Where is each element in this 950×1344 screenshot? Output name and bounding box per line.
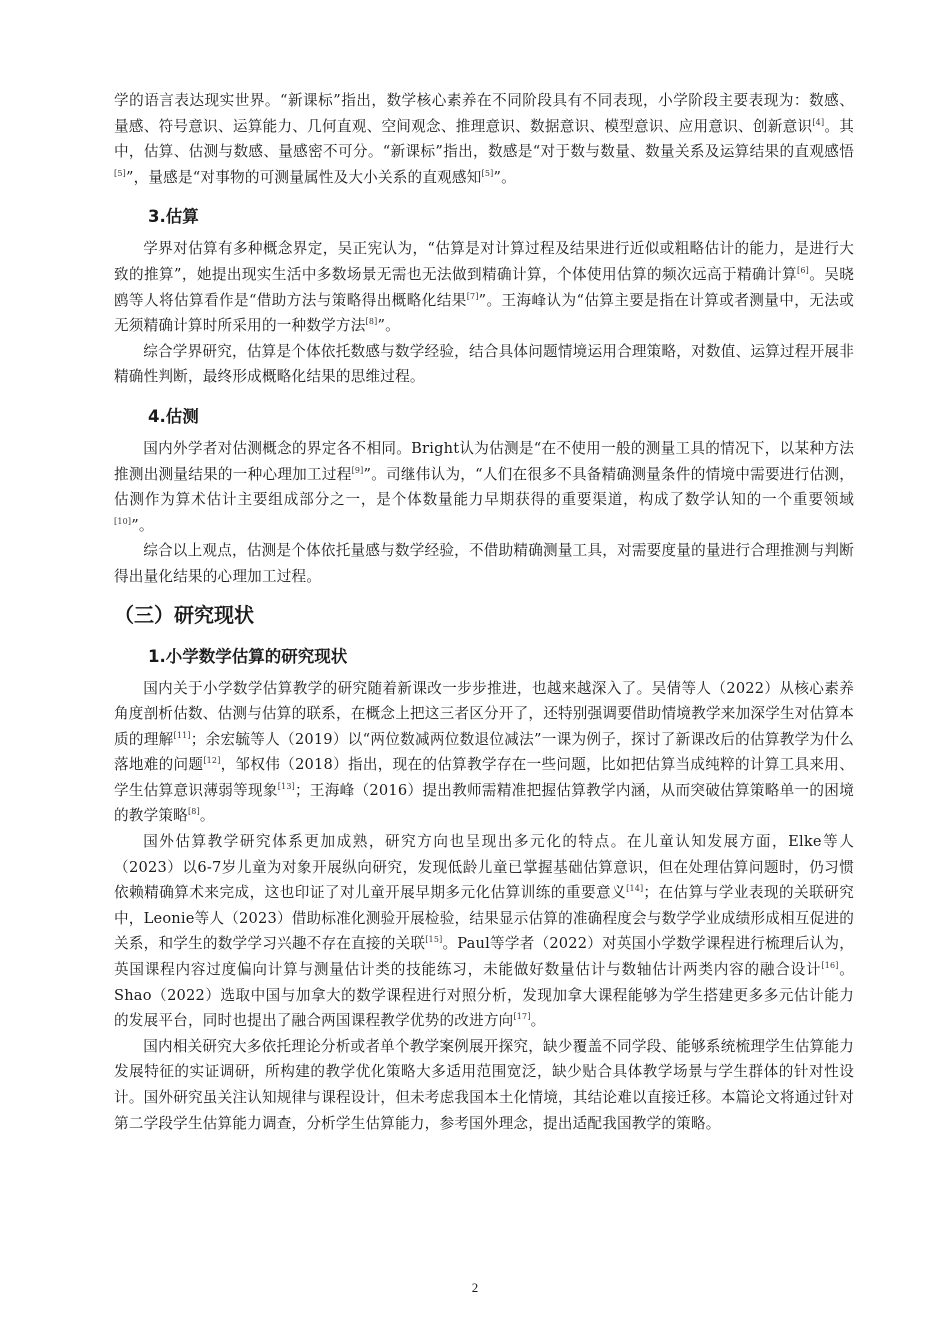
paragraph-text: ；在估算与学业表现的关联研究中，Leonie等人（2023）借助标准化测验开展检验，结果显示估算的准确程度会与数学学业成绩形成相互促进的关系，和学生的数学学习兴趣不存在直接的关联: [114, 884, 854, 953]
subheading-estimation: 3.估算: [148, 207, 199, 227]
page-number: 2: [471, 1280, 479, 1295]
citation-ref: [16]: [821, 961, 839, 971]
paragraph-text: 。Paul等学者（2022）对英国小学数学课程进行梳理后认为，英国课程内容过度偏向计算与测量估计类的技能练习，未能做好数量估计与数轴估计两类内容的融合设计: [114, 935, 854, 979]
paragraph-text: 。: [199, 807, 215, 825]
paragraph-text: ”，量感是“对事物的可测量属性及大小关系的直观感知: [125, 168, 482, 186]
paragraph-text: 国内相关研究大多依托理论分析或者单个教学案例展开探究，缺少覆盖不同学段、能够系统梳理学生估算能力发展特征的实证调研，所构建的教学优化策略大多适用范围宽泛，缺少贴合具体教学场景与学生群体的针对性设计。国外研究虽关注认知规律与课程设计，但未考虑我国本土化情境，其结论难以直接迁移。本篇论文将通过针对第二学段学生估算能力调查，分析学生估算能力，参考国外理念，提出适配我国教学的策略。: [114, 1037, 854, 1132]
paragraph-text: 综合以上观点，估测是个体依托量感与数学经验，不借助精确测量工具，对需要度量的量进行合理推测与判断得出量化结果的心理加工过程。: [114, 542, 854, 585]
paragraph-text: 学的语言表达现实世界。“新课标”指出，数学核心素养在不同阶段具有不同表现，小学阶段主要表现为：数感、量感、符号意识、运算能力、几何直观、空间观念、推理意识、数据意识、模型意识、应用意识、创新意识: [114, 92, 854, 135]
citation-ref: [14]: [626, 884, 644, 894]
paragraph-text: 国内外学者对估测概念的界定各不相同。Bright认为估测是“在不使用一般的测量工具的情况下，以某种方法推测出测量结果的一种心理加工过程: [114, 439, 854, 483]
paragraph-text: 。: [530, 1012, 546, 1030]
citation-ref: [7]: [466, 291, 479, 301]
paragraph-text: ”。: [493, 168, 516, 186]
citation-ref: [11]: [173, 730, 191, 740]
paragraph-text: 。其中，估算、估测与数感、量感密不可分。“新课标”指出，数感是“对于数与数量、数量关系及运算结果的直观感悟: [114, 117, 854, 161]
citation-ref: [5]: [481, 168, 494, 178]
paragraph-text: ”。: [131, 516, 154, 534]
paragraph: [114, 339, 854, 390]
paragraph-text: ；王海峰（2016）提出教师需精准把握估算教学内涵，从而突破估算策略单一的困境的教学策略: [114, 781, 854, 825]
citation-ref: [12]: [203, 756, 221, 766]
paragraph-text: ，邹权伟（2018）指出，现在的估算教学存在一些问题，比如把估算当成纯粹的计算工具来用、学生估算意识薄弱等现象: [114, 756, 854, 799]
paragraph: [114, 236, 854, 338]
citation-ref: [8]: [187, 807, 200, 817]
paragraph: [114, 88, 854, 190]
subheading-measurement: 4.估测: [148, 406, 199, 426]
paragraph-text: 。吴晓鸥等人将估算看作是“借助方法与策略得出概略化结果: [114, 265, 854, 309]
paragraph-text: ”。: [377, 317, 400, 335]
citation-ref: [5]: [114, 168, 126, 178]
section-heading: （三）研究现状: [114, 602, 254, 627]
citation-ref: [17]: [513, 1012, 531, 1022]
citation-ref: [9]: [351, 465, 364, 475]
paragraph: [114, 829, 854, 1034]
citation-ref: [13]: [277, 781, 295, 791]
paragraph-text: 。Shao（2022）选取中国与加拿大的数学课程进行对照分析，发现加拿大课程能够为学生搭建更多多元估计能力的发展平台，同时也提出了融合两国课程教学优势的改进方向: [114, 961, 854, 1030]
subheading-research-status: 1.小学数学估算的研究现状: [148, 646, 348, 666]
paragraph-text: 综合学界研究，估算是个体依托数感与数学经验，结合具体问题情境运用合理策略，对数值、运算过程开展非精确性判断，最终形成概略化结果的思维过程。: [114, 342, 854, 386]
citation-ref: [8]: [365, 317, 378, 327]
paragraph: [114, 436, 854, 538]
paragraph-text: 国内关于小学数学估算教学的研究随着新课改一步步推进，也越来越深入了。吴倩等人（2022）从核心素养角度剖析估数、估测与估算的联系，在概念上把这三者区分开了，还特别强调要借助情境教学来加深学生对估算本质的理解: [114, 679, 854, 748]
paragraph-text: 国外估算教学研究体系更加成熟，研究方向也呈现出多元化的特点。在儿童认知发展方面，Elke等人（2023）以6-7岁儿童为对象开展纵向研究，发现低龄儿童已掌握基础估算意识，但在处理估算问题时，仍习惯依赖精确算术来完成，这也印证了对儿童开展早期多元化估算训练的重要意义: [114, 833, 854, 902]
paragraph-text: ”。司继伟认为，“人们在很多不具备精确测量条件的情境中需要进行估测，估测作为算术估计主要组成部分之一，是个体数量能力早期获得的重要渠道，构成了数学认知的一个重要领域: [114, 465, 854, 509]
citation-ref: [10]: [114, 516, 132, 526]
paragraph: [114, 676, 854, 830]
citation-ref: [15]: [425, 935, 443, 945]
page-content: [114, 88, 854, 1136]
paragraph-text: 学界对估算有多种概念界定，吴正宪认为，“估算是对计算过程及结果进行近似或粗略估计的能力，是进行大致的推算”，她提出现实生活中多数场景无需也无法做到精确计算，个体使用估算的频次远高于精确计算: [114, 240, 854, 283]
citation-ref: [6]: [797, 265, 809, 275]
paragraph: [114, 538, 854, 589]
paragraph-text: ；余宏毓等人（2019）以“两位数减两位数退位减法”一课为例子，探讨了新课改后的估算教学为什么落地难的问题: [114, 730, 854, 774]
citation-ref: [4]: [812, 117, 825, 127]
paragraph-text: ”。王海峰认为“估算主要是指在计算或者测量中，无法或无须精确计算时所采用的一种数学方法: [114, 291, 854, 335]
paragraph: [114, 1034, 854, 1136]
